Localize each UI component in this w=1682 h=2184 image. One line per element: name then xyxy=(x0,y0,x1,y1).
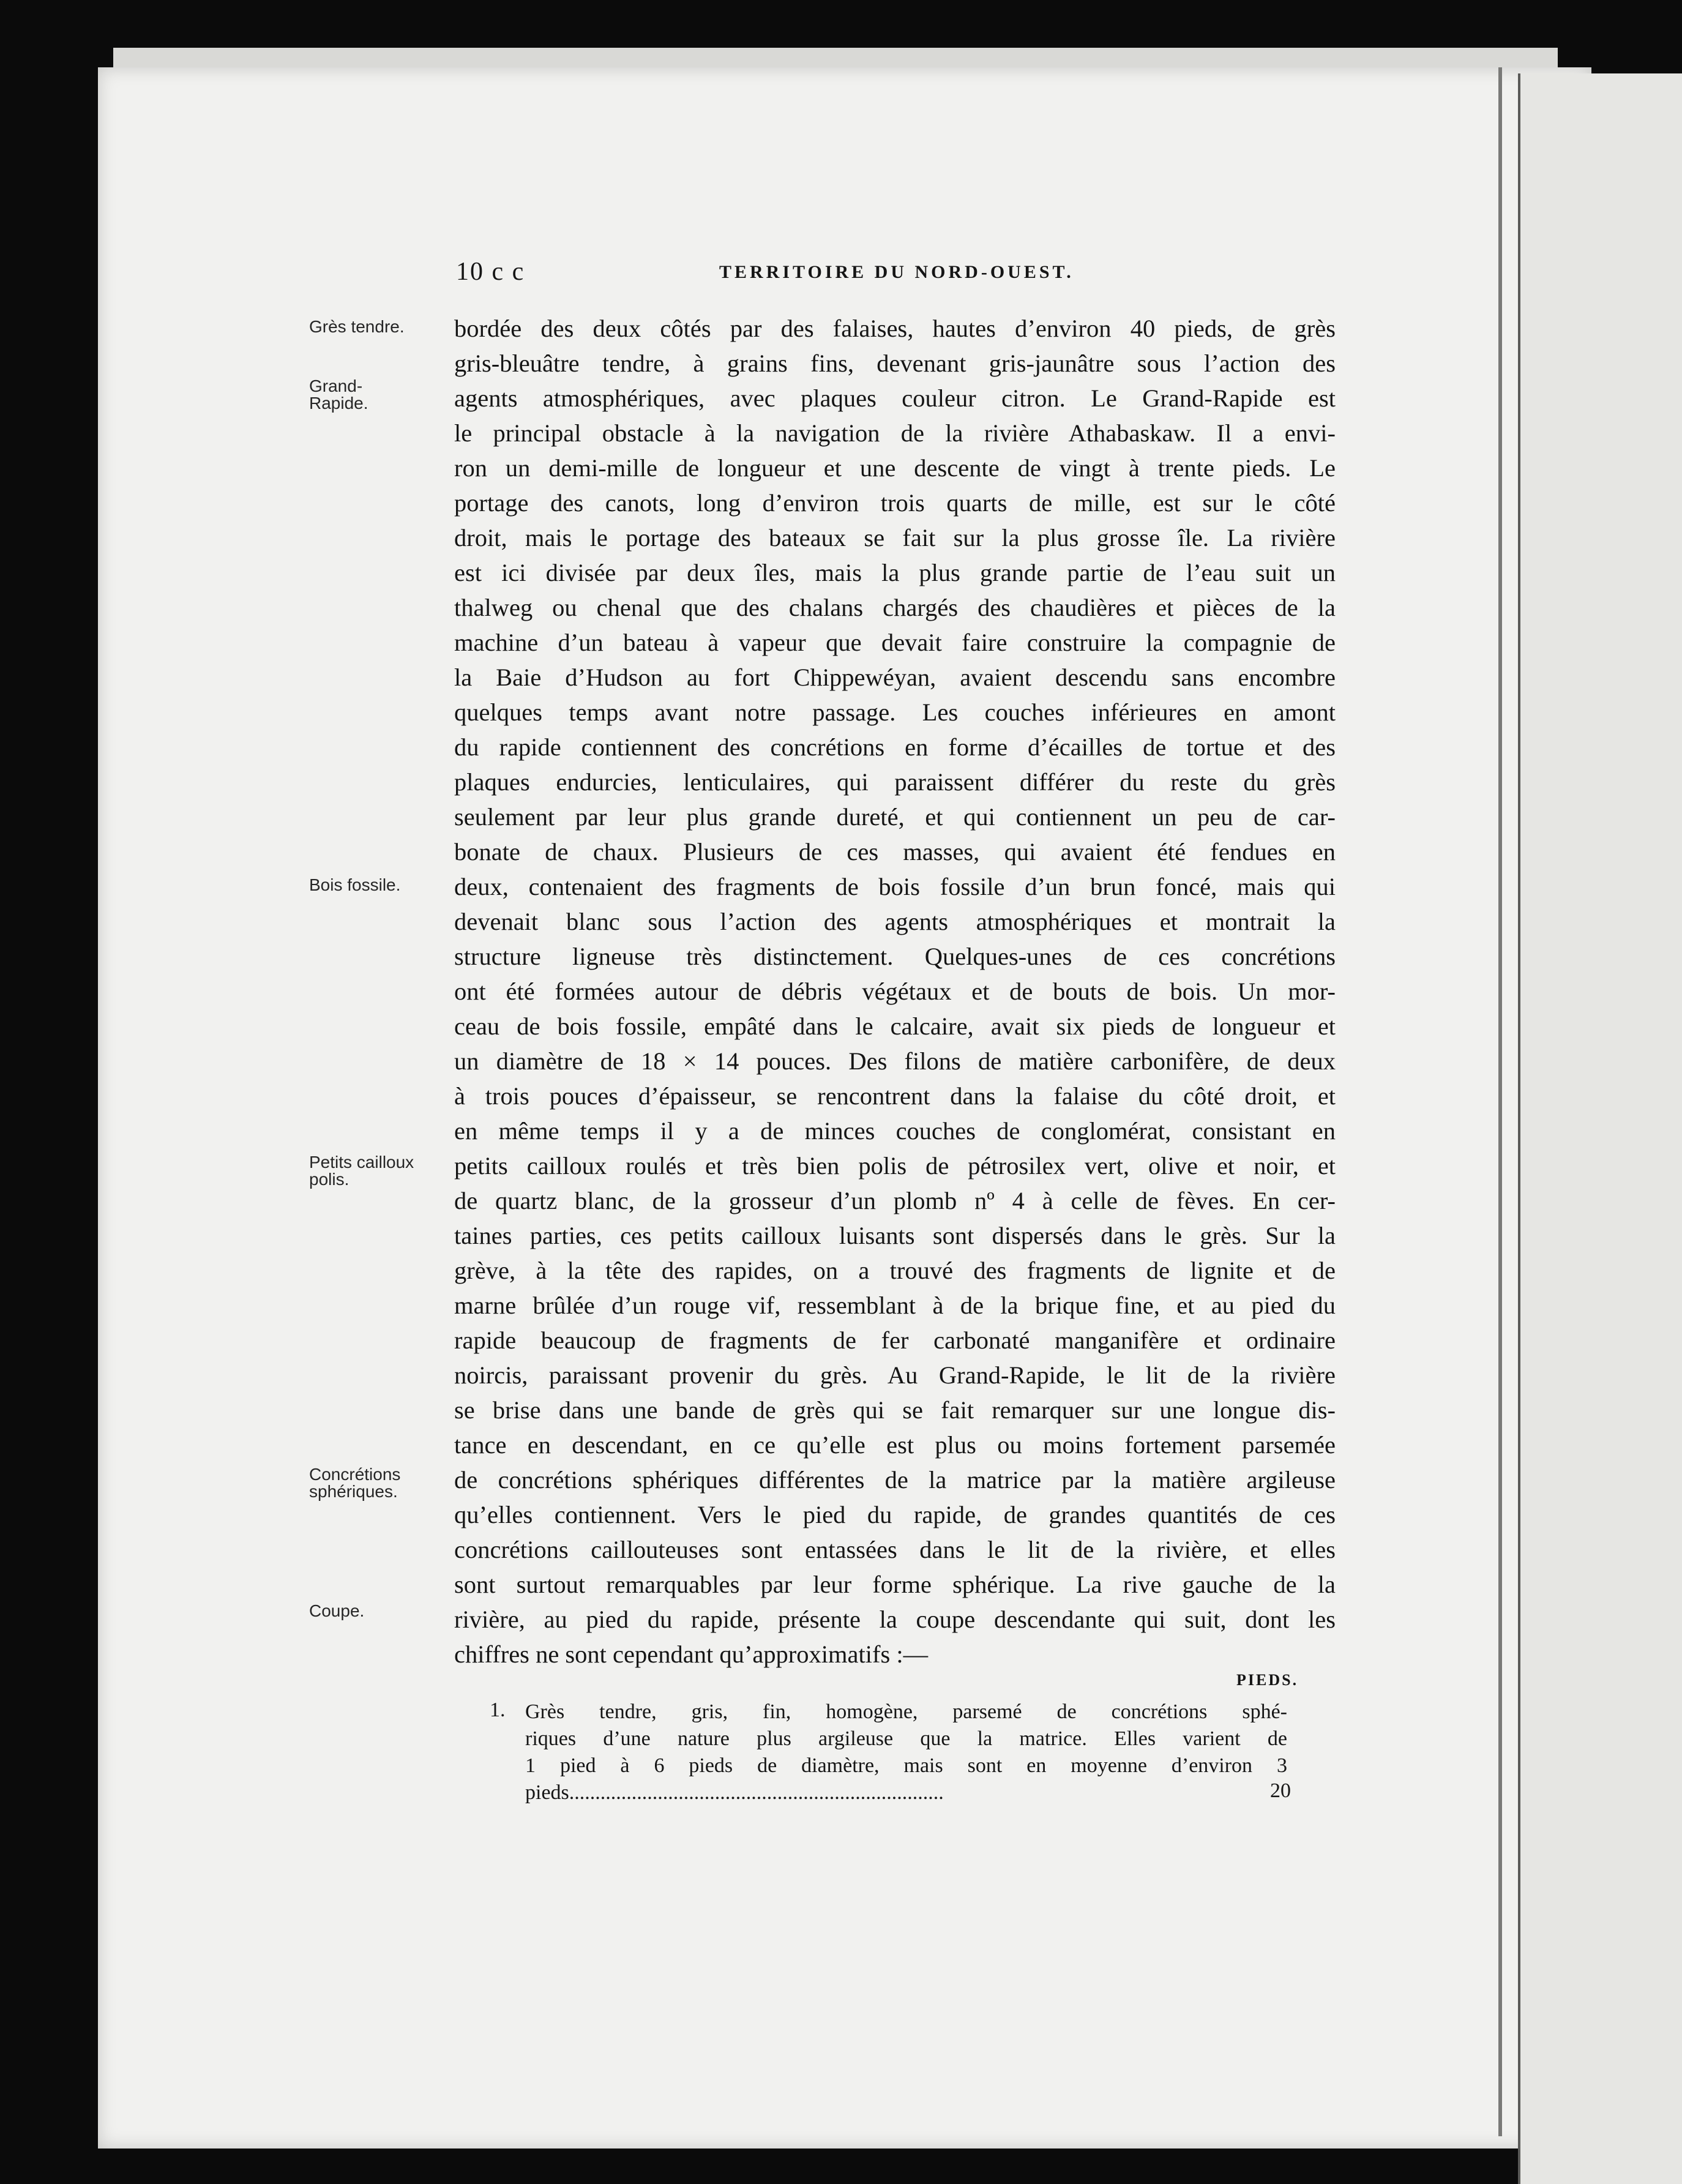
body-line: en même temps il y a de minces couches de conglomérat, consistant en xyxy=(454,1117,1336,1145)
body-line: se brise dans une bande de grès qui se fait remarquer sur une longue dis- xyxy=(454,1396,1336,1424)
body-line: deux, contenaient des fragments de bois fossile d’un brun foncé, mais qui xyxy=(454,873,1336,900)
margin-note-bois-fossile xyxy=(309,877,438,894)
body-line: devenait blanc sous l’action des agents atmosphériques et montrait la xyxy=(454,908,1336,935)
body-line: quelques temps avant notre passage. Les couches inférieures en amont xyxy=(454,698,1336,726)
body-line: agents atmosphériques, avec plaques couleur citron. Le Grand-Rapide est xyxy=(454,384,1336,412)
page-fold xyxy=(1498,67,1502,2136)
body-line: machine d’un bateau à vapeur que devait faire construire la compagnie de xyxy=(454,629,1336,656)
body-line: concrétions caillouteuses sont entassées dans le lit de la rivière, et elles xyxy=(454,1536,1336,1563)
body-line: gris-bleuâtre tendre, à grains fins, devenant gris-jaunâtre sous l’action des xyxy=(454,350,1336,377)
body-line: chiffres ne sont cependant qu’approximatifs :— xyxy=(454,1640,929,1668)
body-line: un diamètre de 18 × 14 pouces. Des filons de matière carbonifère, de deux xyxy=(454,1047,1336,1075)
body-line: seulement par leur plus grande dureté, et qui contiennent un peu de car- xyxy=(454,803,1336,831)
margin-note-text: Grand- Rapide. xyxy=(309,376,368,413)
body-line: à trois pouces d’épaisseur, se rencontrent dans la falaise du côté droit, et xyxy=(454,1082,1336,1110)
entry-line: 1 pied à 6 pieds de diamètre, mais sont en moyenne d’environ 3 xyxy=(525,1754,1287,1777)
margin-note-grand-rapide xyxy=(309,378,438,412)
body-line: rapide beaucoup de fragments de fer carbonaté manganifère et ordinaire xyxy=(454,1326,1336,1354)
body-line: ceau de bois fossile, empâté dans le calcaire, avait six pieds de longueur et xyxy=(454,1012,1336,1040)
body-line: bonate de chaux. Plusieurs de ces masses, qui avaient été fendues en xyxy=(454,838,1336,866)
body-line: taines parties, ces petits cailloux luisants sont dispersés dans le grès. Sur la xyxy=(454,1222,1336,1249)
body-line: plaques endurcies, lenticulaires, qui paraissent différer du reste du grès xyxy=(454,768,1336,796)
body-line: structure ligneuse très distinctement. Quelques-unes de ces concrétions xyxy=(454,943,1336,970)
entry-line: pieds........................................................................ xyxy=(525,1781,944,1804)
body-line: ron un demi-mille de longueur et une descente de vingt à trente pieds. Le xyxy=(454,454,1336,482)
body-line: bordée des deux côtés par des falaises, hautes d’environ 40 pieds, de grès xyxy=(454,315,1336,342)
margin-note-text: Grès tendre. xyxy=(309,317,405,336)
margin-note-text: Bois fossile. xyxy=(309,875,401,894)
body-line: grève, à la tête des rapides, on a trouvé des fragments de lignite et de xyxy=(454,1257,1336,1284)
margin-note-text: Concrétions sphériques. xyxy=(309,1465,401,1501)
margin-note-concretions xyxy=(309,1466,438,1500)
body-line: droit, mais le portage des bateaux se fait sur la plus grosse île. La rivière xyxy=(454,524,1336,552)
body-line: thalweg ou chenal que des chalans chargés des chaudières et pièces de la xyxy=(454,594,1336,621)
body-line: sont surtout remarquables par leur forme sphérique. La rive gauche de la xyxy=(454,1571,1336,1598)
entry-line: riques d’une nature plus argileuse que la matrice. Elles varient de xyxy=(525,1727,1287,1750)
entry-number: 1. xyxy=(490,1699,506,1721)
body-line: du rapide contiennent des concrétions en forme d’écailles de tortue et des xyxy=(454,733,1336,761)
body-line: la Baie d’Hudson au fort Chippewéyan, avaient descendu sans encombre xyxy=(454,664,1336,691)
body-line: petits cailloux roulés et très bien polis de pétrosilex vert, olive et noir, et xyxy=(454,1152,1336,1180)
running-title: TERRITOIRE DU NORD-OUEST. xyxy=(719,262,1074,282)
body-line: le principal obstacle à la navigation de la rivière Athabaskaw. Il a envi- xyxy=(454,419,1336,447)
body-line: de quartz blanc, de la grosseur d’un plomb nº 4 à celle de fèves. En cer- xyxy=(454,1187,1336,1214)
entry-line: Grès tendre, gris, fin, homogène, parsemé de concrétions sphé- xyxy=(525,1700,1287,1723)
body-line: noircis, paraissant provenir du grès. Au Grand-Rapide, le lit de la rivière xyxy=(454,1361,1336,1389)
margin-note-text: Coupe. xyxy=(309,1601,365,1620)
body-text xyxy=(454,311,1336,1672)
margin-note-petits-cailloux xyxy=(309,1154,438,1188)
page-header xyxy=(456,257,1334,294)
entry-value: 20 xyxy=(1270,1779,1291,1802)
page-number: 10 c c xyxy=(456,258,525,286)
margin-note-text: Petits cailloux polis. xyxy=(309,1153,414,1189)
adjacent-page xyxy=(1518,73,1682,2184)
margin-note-coupe xyxy=(309,1602,438,1620)
margin-note-gres-tendre xyxy=(309,318,438,335)
body-line: tance en descendant, en ce qu’elle est plus ou moins fortement parsemée xyxy=(454,1431,1336,1459)
body-line: est ici divisée par deux îles, mais la plus grande partie de l’eau suit un xyxy=(454,559,1336,586)
body-line: portage des canots, long d’environ trois quarts de mille, est sur le côté xyxy=(454,489,1336,517)
body-line: rivière, au pied du rapide, présente la coupe descendante qui suit, dont les xyxy=(454,1606,1336,1633)
table-unit-header: PIEDS. xyxy=(1236,1671,1299,1689)
body-line: ont été formées autour de débris végétaux et de bouts de bois. Un mor- xyxy=(454,978,1336,1005)
body-line: de concrétions sphériques différentes de la matrice par la matière argileuse xyxy=(454,1466,1336,1494)
entry-text xyxy=(525,1699,1287,1806)
body-line: marne brûlée d’un rouge vif, ressemblant à de la brique fine, et au pied du xyxy=(454,1292,1336,1319)
body-line: qu’elles contiennent. Vers le pied du rapide, de grandes quantités de ces xyxy=(454,1501,1336,1528)
